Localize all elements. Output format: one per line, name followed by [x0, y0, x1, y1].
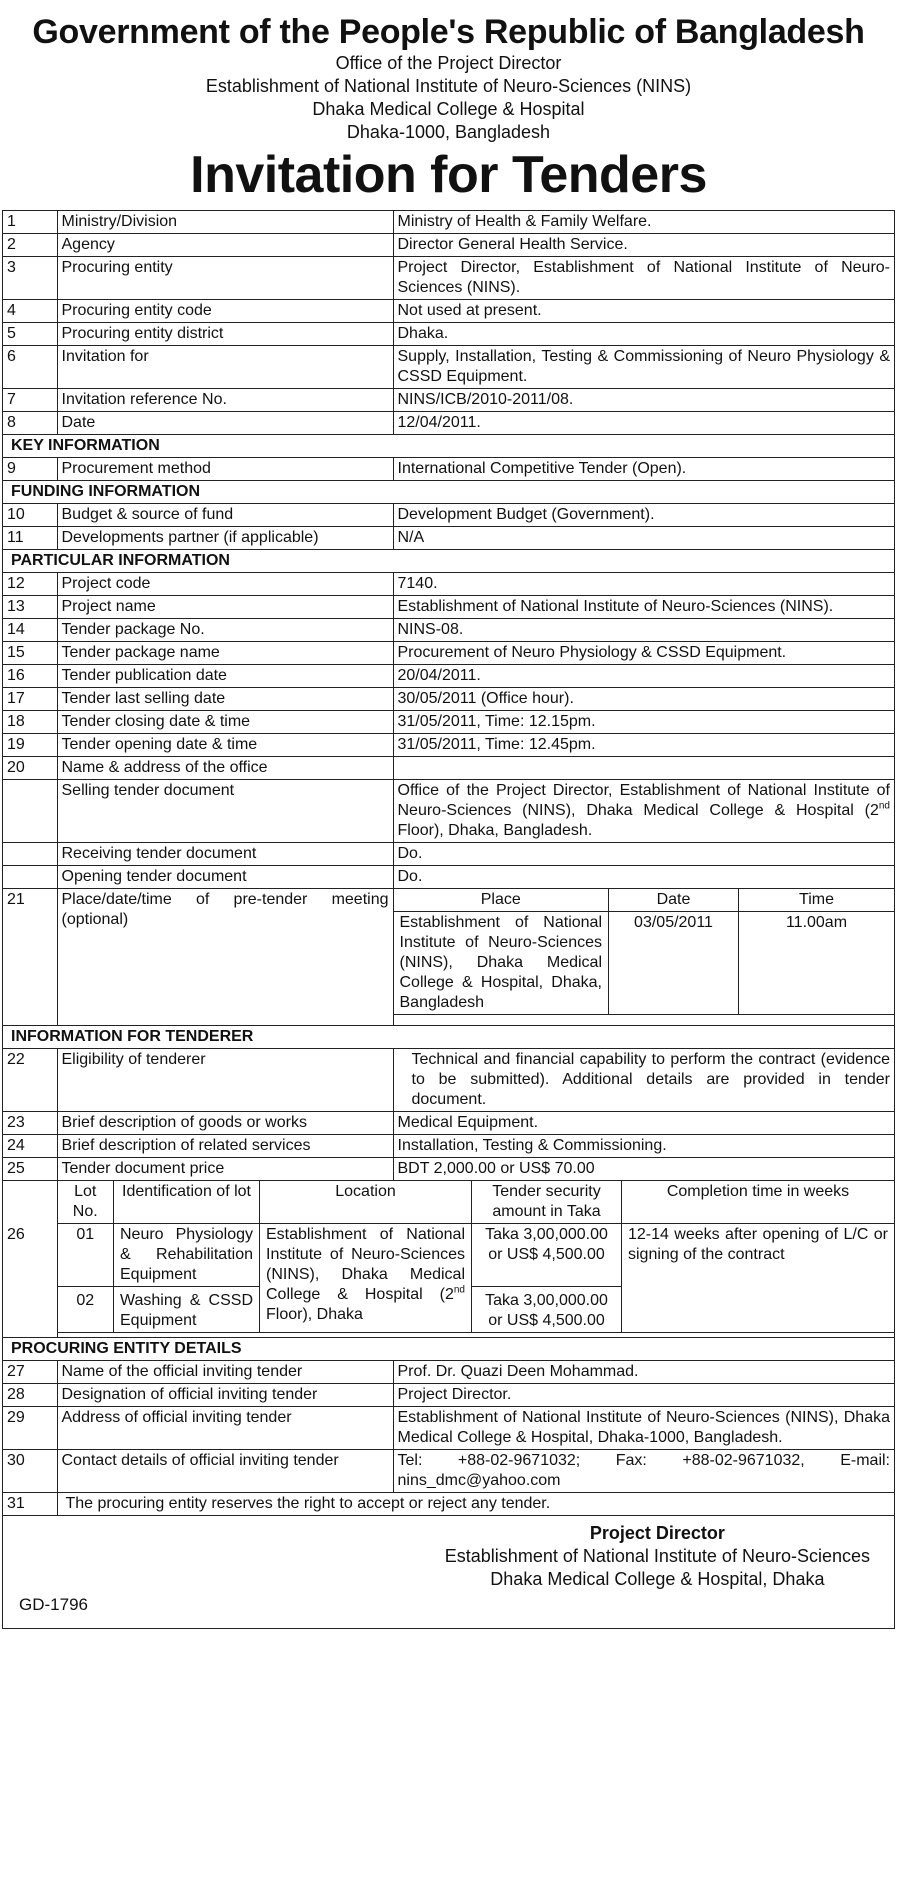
table-row: [3, 734, 894, 757]
table-row: [3, 780, 894, 843]
row-value: Establishment of National Institute of Neuro-Sciences (NINS), Dhaka Medical College & Hospital, Dhaka-1000, Bangladesh.: [393, 1407, 894, 1450]
row-number: 19: [3, 734, 57, 757]
table-row: [3, 1049, 894, 1112]
table-row: [3, 573, 894, 596]
government-title: Government of the People's Republic of Bangladesh: [32, 13, 865, 51]
superscript-nd: nd: [453, 1284, 465, 1296]
section-title: INFORMATION FOR TENDERER: [3, 1026, 894, 1049]
row-label: Eligibility of tenderer: [57, 1049, 393, 1112]
signature-block: [445, 1522, 870, 1591]
table-row: [3, 619, 894, 642]
office-line: Office of the Project Director: [335, 53, 562, 73]
row-label: Budget & source of fund: [57, 504, 393, 527]
row-number: 3: [3, 257, 57, 300]
row-number-empty: [3, 780, 57, 843]
section-heading-procuring: [3, 1338, 894, 1361]
section-heading-particular: [3, 550, 894, 573]
row-number: 17: [3, 688, 57, 711]
row-value-empty: [393, 757, 894, 780]
row-number: 14: [3, 619, 57, 642]
row-label: Tender package name: [57, 642, 393, 665]
section-heading-key: [3, 435, 894, 458]
row-number: 24: [3, 1135, 57, 1158]
row-number: 12: [3, 573, 57, 596]
row-number: 9: [3, 458, 57, 481]
meeting-data-row: [394, 912, 895, 1015]
row-number: 4: [3, 300, 57, 323]
row-value: Project Director, Establishment of National Institute of Neuro-Sciences (NINS).: [393, 257, 894, 300]
row-label: Tender document price: [57, 1158, 393, 1181]
meeting-header-row: [394, 889, 895, 912]
lots-header-row: [58, 1181, 895, 1224]
row-value: Procurement of Neuro Physiology & CSSD Equipment.: [393, 642, 894, 665]
city-line: Dhaka-1000, Bangladesh: [346, 122, 551, 142]
table-row: [3, 757, 894, 780]
row-label: Procuring entity code: [57, 300, 393, 323]
row-number: 28: [3, 1384, 57, 1407]
meeting-head-place: Place: [394, 889, 609, 912]
row-label: Procuring entity district: [57, 323, 393, 346]
tender-details-table: [3, 211, 894, 1516]
table-row: [3, 412, 894, 435]
establishment-line: Establishment of National Institute of Neuro-Sciences (NINS): [205, 76, 692, 96]
table-row: [3, 458, 894, 481]
row-label: Date: [57, 412, 393, 435]
row-number: 31: [3, 1493, 57, 1516]
tender-table-frame: [2, 210, 895, 1629]
row-value: 12/04/2011.: [393, 412, 894, 435]
row-value: 31/05/2011, Time: 12.15pm.: [393, 711, 894, 734]
table-row: [3, 1493, 894, 1516]
lots-head-lot: Lot No.: [58, 1181, 114, 1224]
college-line: Dhaka Medical College & Hospital: [312, 99, 585, 119]
table-row: [3, 504, 894, 527]
row-number: 25: [3, 1158, 57, 1181]
section-heading-tenderer: [3, 1026, 894, 1049]
section-title: KEY INFORMATION: [3, 435, 894, 458]
row-value: 30/05/2011 (Office hour).: [393, 688, 894, 711]
row-number: 5: [3, 323, 57, 346]
row-number: 16: [3, 665, 57, 688]
meeting-table: [394, 889, 895, 1015]
table-row: [3, 1450, 894, 1493]
row-label: Invitation reference No.: [57, 389, 393, 412]
row-value: Installation, Testing & Commissioning.: [393, 1135, 894, 1158]
row-label: Project code: [57, 573, 393, 596]
signature-line-2: Dhaka Medical College & Hospital, Dhaka: [490, 1569, 825, 1589]
table-row: [3, 300, 894, 323]
table-row: [3, 1158, 894, 1181]
meeting-head-time: Time: [739, 889, 895, 912]
row-number: 27: [3, 1361, 57, 1384]
table-row: [3, 527, 894, 550]
meeting-head-date: Date: [609, 889, 739, 912]
row-label: Receiving tender document: [57, 843, 393, 866]
row-label: Developments partner (if applicable): [57, 527, 393, 550]
row-value: NINS/ICB/2010-2011/08.: [393, 389, 894, 412]
row-value: 20/04/2011.: [393, 665, 894, 688]
lots-head-ident: Identification of lot: [114, 1181, 260, 1224]
row-number: 18: [3, 711, 57, 734]
table-row: [3, 389, 894, 412]
row-label: Designation of official inviting tender: [57, 1384, 393, 1407]
row-number: 26: [3, 1181, 57, 1338]
table-row: [3, 1407, 894, 1450]
lot-completion: 12-14 weeks after opening of L/C or signing of the contract: [622, 1224, 895, 1333]
row-label: Opening tender document: [57, 866, 393, 889]
selling-office-text-end: Floor), Dhaka, Bangladesh.: [397, 822, 593, 839]
table-row: [3, 323, 894, 346]
row-value: Dhaka.: [393, 323, 894, 346]
table-row: [3, 1384, 894, 1407]
lot-number: 01: [58, 1224, 114, 1287]
row-label: Invitation for: [57, 346, 393, 389]
table-row: [3, 711, 894, 734]
row-label: Tender publication date: [57, 665, 393, 688]
lots-head-completion: Completion time in weeks: [622, 1181, 895, 1224]
row-number: 10: [3, 504, 57, 527]
row-label: Project name: [57, 596, 393, 619]
table-row: [3, 665, 894, 688]
row-value: Prof. Dr. Quazi Deen Mohammad.: [393, 1361, 894, 1384]
row-label: Procuring entity: [57, 257, 393, 300]
row-label: Name & address of the office: [57, 757, 393, 780]
row-number: 29: [3, 1407, 57, 1450]
meeting-date: 03/05/2011: [609, 912, 739, 1015]
document-title: Invitation for Tenders: [190, 146, 707, 204]
section-title: FUNDING INFORMATION: [3, 481, 894, 504]
row-value: Director General Health Service.: [393, 234, 894, 257]
table-row: [3, 843, 894, 866]
row-value: Project Director.: [393, 1384, 894, 1407]
row-value: Not used at present.: [393, 300, 894, 323]
row-value: Ministry of Health & Family Welfare.: [393, 211, 894, 234]
row-value: Tel: +88-02-9671032; Fax: +88-02-9671032, E-mail: nins_dmc@yahoo.com: [393, 1450, 894, 1493]
row-number-empty: [3, 866, 57, 889]
row-label: Tender closing date & time: [57, 711, 393, 734]
lot-location: [260, 1224, 472, 1333]
row-label: Name of the official inviting tender: [57, 1361, 393, 1384]
lot-row-1: [58, 1224, 895, 1287]
lot-security: Taka 3,00,000.00 or US$ 4,500.00: [472, 1287, 622, 1333]
row-label: Contact details of official inviting tender: [57, 1450, 393, 1493]
row-number-empty: [3, 843, 57, 866]
row-label: Procurement method: [57, 458, 393, 481]
row-number: 2: [3, 234, 57, 257]
section-title: PROCURING ENTITY DETAILS: [3, 1338, 894, 1361]
row-number: 7: [3, 389, 57, 412]
table-row: [3, 234, 894, 257]
row-value: N/A: [393, 527, 894, 550]
meeting-cell: [393, 889, 894, 1026]
table-row: [3, 1112, 894, 1135]
table-row-pre-tender-meeting: [3, 889, 894, 1026]
row-label: Address of official inviting tender: [57, 1407, 393, 1450]
table-row: [3, 346, 894, 389]
lot-location-text-end: Floor), Dhaka: [266, 1306, 363, 1323]
row-value: [393, 780, 894, 843]
row-number: 20: [3, 757, 57, 780]
row-number: 22: [3, 1049, 57, 1112]
table-row-lots: [3, 1181, 894, 1338]
lot-location-text: Establishment of National Institute of Neuro-Sciences (NINS), Dhaka Medical College & Hospital (2: [266, 1226, 465, 1303]
row-number: 13: [3, 596, 57, 619]
lots-table: [58, 1181, 895, 1333]
row-value: Medical Equipment.: [393, 1112, 894, 1135]
table-row: [3, 1135, 894, 1158]
table-row: [3, 257, 894, 300]
row-number: 30: [3, 1450, 57, 1493]
table-row: [3, 1361, 894, 1384]
row-value: BDT 2,000.00 or US$ 70.00: [393, 1158, 894, 1181]
row-label: Brief description of related services: [57, 1135, 393, 1158]
table-row: [3, 211, 894, 234]
lot-security: Taka 3,00,000.00 or US$ 4,500.00: [472, 1224, 622, 1287]
table-row: [3, 642, 894, 665]
row-number: 15: [3, 642, 57, 665]
section-heading-funding: [3, 481, 894, 504]
lots-head-location: Location: [260, 1181, 472, 1224]
row-number: 6: [3, 346, 57, 389]
table-row: [3, 688, 894, 711]
row-value: 31/05/2011, Time: 12.45pm.: [393, 734, 894, 757]
row-value: The procuring entity reserves the right to accept or reject any tender.: [57, 1493, 894, 1516]
row-value: Technical and financial capability to perform the contract (evidence to be submitted). Additional details are provided in tender document.: [393, 1049, 894, 1112]
table-row: [3, 596, 894, 619]
selling-office-text: Office of the Project Director, Establishment of National Institute of Neuro-Sciences (NINS), Dhaka Medical College & Hospital (2: [397, 782, 890, 819]
lots-head-security: Tender security amount in Taka: [472, 1181, 622, 1224]
signature-line-1: Establishment of National Institute of Neuro-Sciences: [444, 1546, 870, 1566]
row-number: 21: [3, 889, 57, 1026]
row-number: 8: [3, 412, 57, 435]
notice-footer: [3, 1516, 894, 1628]
superscript-nd: nd: [878, 800, 890, 812]
meeting-time: 11.00am: [739, 912, 895, 1015]
lot-number: 02: [58, 1287, 114, 1333]
row-label: Agency: [57, 234, 393, 257]
row-label: Place/date/time of pre-tender meeting (optional): [57, 889, 393, 1026]
row-label: Selling tender document: [57, 780, 393, 843]
lot-identification: Washing & CSSD Equipment: [114, 1287, 260, 1333]
row-value: NINS-08.: [393, 619, 894, 642]
notice-header: [0, 12, 897, 204]
row-value: Do.: [393, 866, 894, 889]
row-label: Tender package No.: [57, 619, 393, 642]
row-label: Tender last selling date: [57, 688, 393, 711]
signature-title: Project Director: [589, 1523, 725, 1543]
lot-identification: Neuro Physiology & Rehabilitation Equipment: [114, 1224, 260, 1287]
row-label: Tender opening date & time: [57, 734, 393, 757]
lots-cell: [57, 1181, 894, 1338]
row-value: 7140.: [393, 573, 894, 596]
row-value: Supply, Installation, Testing & Commissioning of Neuro Physiology & CSSD Equipment.: [393, 346, 894, 389]
row-label: Ministry/Division: [57, 211, 393, 234]
meeting-place: Establishment of National Institute of Neuro-Sciences (NINS), Dhaka Medical College & Hospital, Dhaka, Bangladesh: [394, 912, 609, 1015]
table-row: [3, 866, 894, 889]
row-value: International Competitive Tender (Open).: [393, 458, 894, 481]
row-value: Development Budget (Government).: [393, 504, 894, 527]
section-title: PARTICULAR INFORMATION: [3, 550, 894, 573]
row-value: Establishment of National Institute of Neuro-Sciences (NINS).: [393, 596, 894, 619]
row-value: Do.: [393, 843, 894, 866]
row-label: Brief description of goods or works: [57, 1112, 393, 1135]
row-number: 11: [3, 527, 57, 550]
row-number: 23: [3, 1112, 57, 1135]
row-number: 1: [3, 211, 57, 234]
gd-code: GD-1796: [19, 1595, 88, 1614]
